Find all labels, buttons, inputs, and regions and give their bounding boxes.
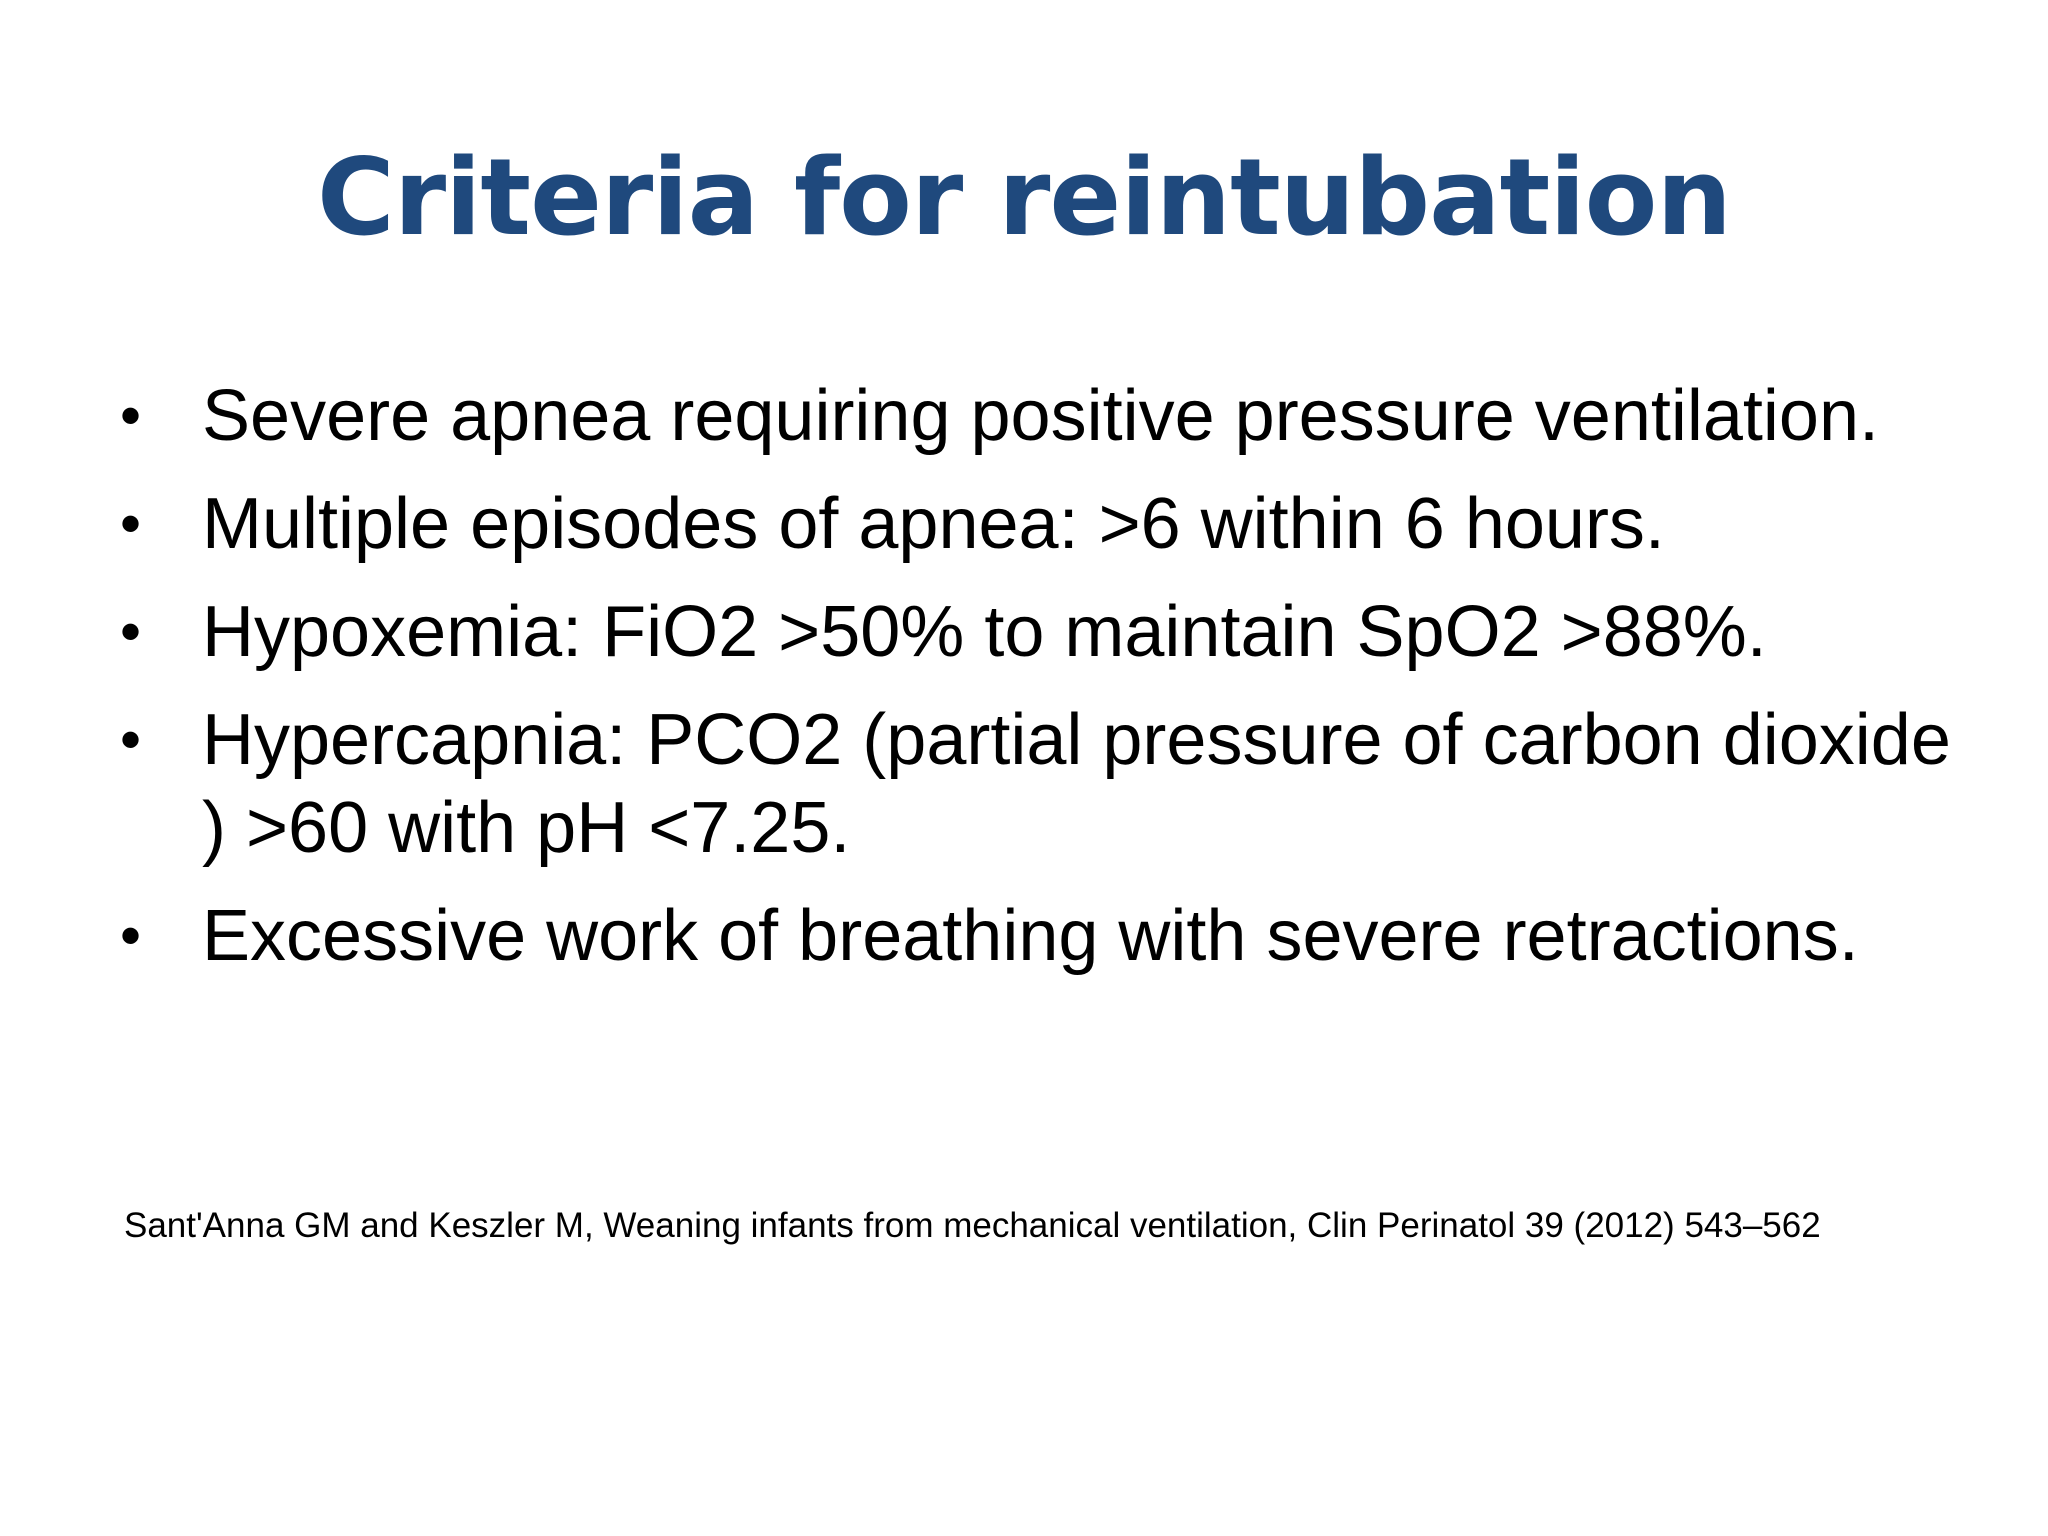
criteria-text: Multiple episodes of apnea: >6 within 6 hours.	[202, 484, 1665, 564]
bullet-icon: •	[120, 902, 142, 969]
criteria-text: Severe apnea requiring positive pressure ventilation.	[202, 376, 1879, 456]
bullet-icon: •	[120, 490, 142, 557]
list-item	[120, 372, 1980, 460]
slide-title: Criteria for reintubation	[317, 136, 1731, 259]
criteria-text: Excessive work of breathing with severe retractions.	[202, 896, 1859, 976]
list-item	[120, 480, 1980, 568]
list-item	[120, 588, 1980, 676]
criteria-list	[120, 372, 1980, 1000]
bullet-icon: •	[120, 382, 142, 449]
bullet-icon: •	[120, 706, 142, 773]
bullet-icon: •	[120, 598, 142, 665]
criteria-text: Hypercapnia: PCO2 (partial pressure of carbon dioxide ) >60 with pH <7.25.	[202, 700, 1951, 868]
list-item	[120, 696, 1980, 872]
citation-reference: Sant'Anna GM and Keszler M, Weaning infants from mechanical ventilation, Clin Perinatol 39 (2012) 543–562	[124, 1206, 1821, 1245]
list-item	[120, 892, 1980, 980]
criteria-text: Hypoxemia: FiO2 >50% to maintain SpO2 >88%.	[202, 592, 1767, 672]
